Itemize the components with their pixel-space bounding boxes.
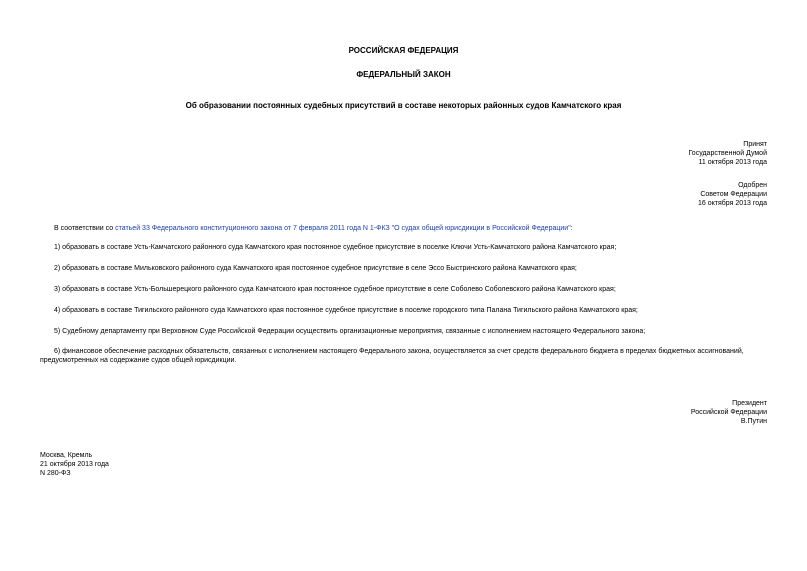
signature-name: В.Путин: [740, 418, 767, 425]
intro-colon: :: [570, 225, 573, 232]
country-heading: РОССИЙСКАЯ ФЕДЕРАЦИЯ: [348, 46, 459, 55]
list-item: 3) образовать в составе Усть-Большерецкого районного суда Камчатского края постоянное судебное присутствие в селе Соболево Соболевского района Камчатского края;: [54, 286, 616, 293]
list-item: 6) финансовое обеспечение расходных обязательств, связанных с исполнением настоящего Федерального закона, осуществляется за счет средств федерального бюджета в пределах бюджетных ассигнований, предусмотренных на содержание судов общей юрисдикции.: [40, 348, 744, 364]
president-signature: [567, 399, 767, 426]
intro-paragraph: [40, 224, 767, 233]
doc-type-heading: ФЕДЕРАЛЬНЫЙ ЗАКОН: [356, 70, 451, 79]
law-reference-link[interactable]: статьей 33 Федерального конституционного закона от 7 февраля 2011 года N 1-ФКЗ "О судах общей юрисдикции в Российской Федерации": [115, 225, 571, 232]
adopted-label: Принят: [743, 141, 767, 148]
sign-date: 21 октября 2013 года: [40, 461, 109, 468]
adopted-body: Государственной Думой: [688, 150, 767, 157]
adopted-block: [567, 140, 767, 167]
place-date-block: [40, 451, 109, 478]
signature-title: Президент: [732, 400, 767, 407]
list-item: 4) образовать в составе Тигильского районного суда Камчатского края постоянное судебное присутствие в поселке городского типа Палана Тигильского района Камчатского края;: [54, 307, 638, 314]
intro-text: В соответствии со: [54, 225, 116, 232]
approved-date: 16 октября 2013 года: [698, 200, 767, 207]
list-item: 1) образовать в составе Усть-Камчатского районного суда Камчатского края постоянное судебное присутствие в поселке Ключи Усть-Камчатского района Камчатского края;: [54, 244, 617, 251]
approved-block: [567, 181, 767, 208]
adopted-date: 11 октября 2013 года: [698, 159, 767, 166]
signature-country: Российской Федерации: [690, 409, 767, 416]
place: Москва, Кремль: [40, 452, 93, 459]
law-number: N 280-ФЗ: [40, 470, 71, 477]
document-title: Об образовании постоянных судебных присутствий в составе некоторых районных судов Камчатского края: [185, 101, 622, 110]
approved-label: Одобрен: [738, 182, 767, 189]
list-item: 5) Судебному департаменту при Верховном Суде Российской Федерации осуществить организационные мероприятия, связанные с исполнением настоящего Федерального закона;: [54, 328, 646, 335]
approved-body: Советом Федерации: [700, 191, 767, 198]
list-item: 2) образовать в составе Мильковского районного суда Камчатского края постоянное судебное присутствие в селе Эссо Быстринского района Камчатского края;: [54, 265, 577, 272]
